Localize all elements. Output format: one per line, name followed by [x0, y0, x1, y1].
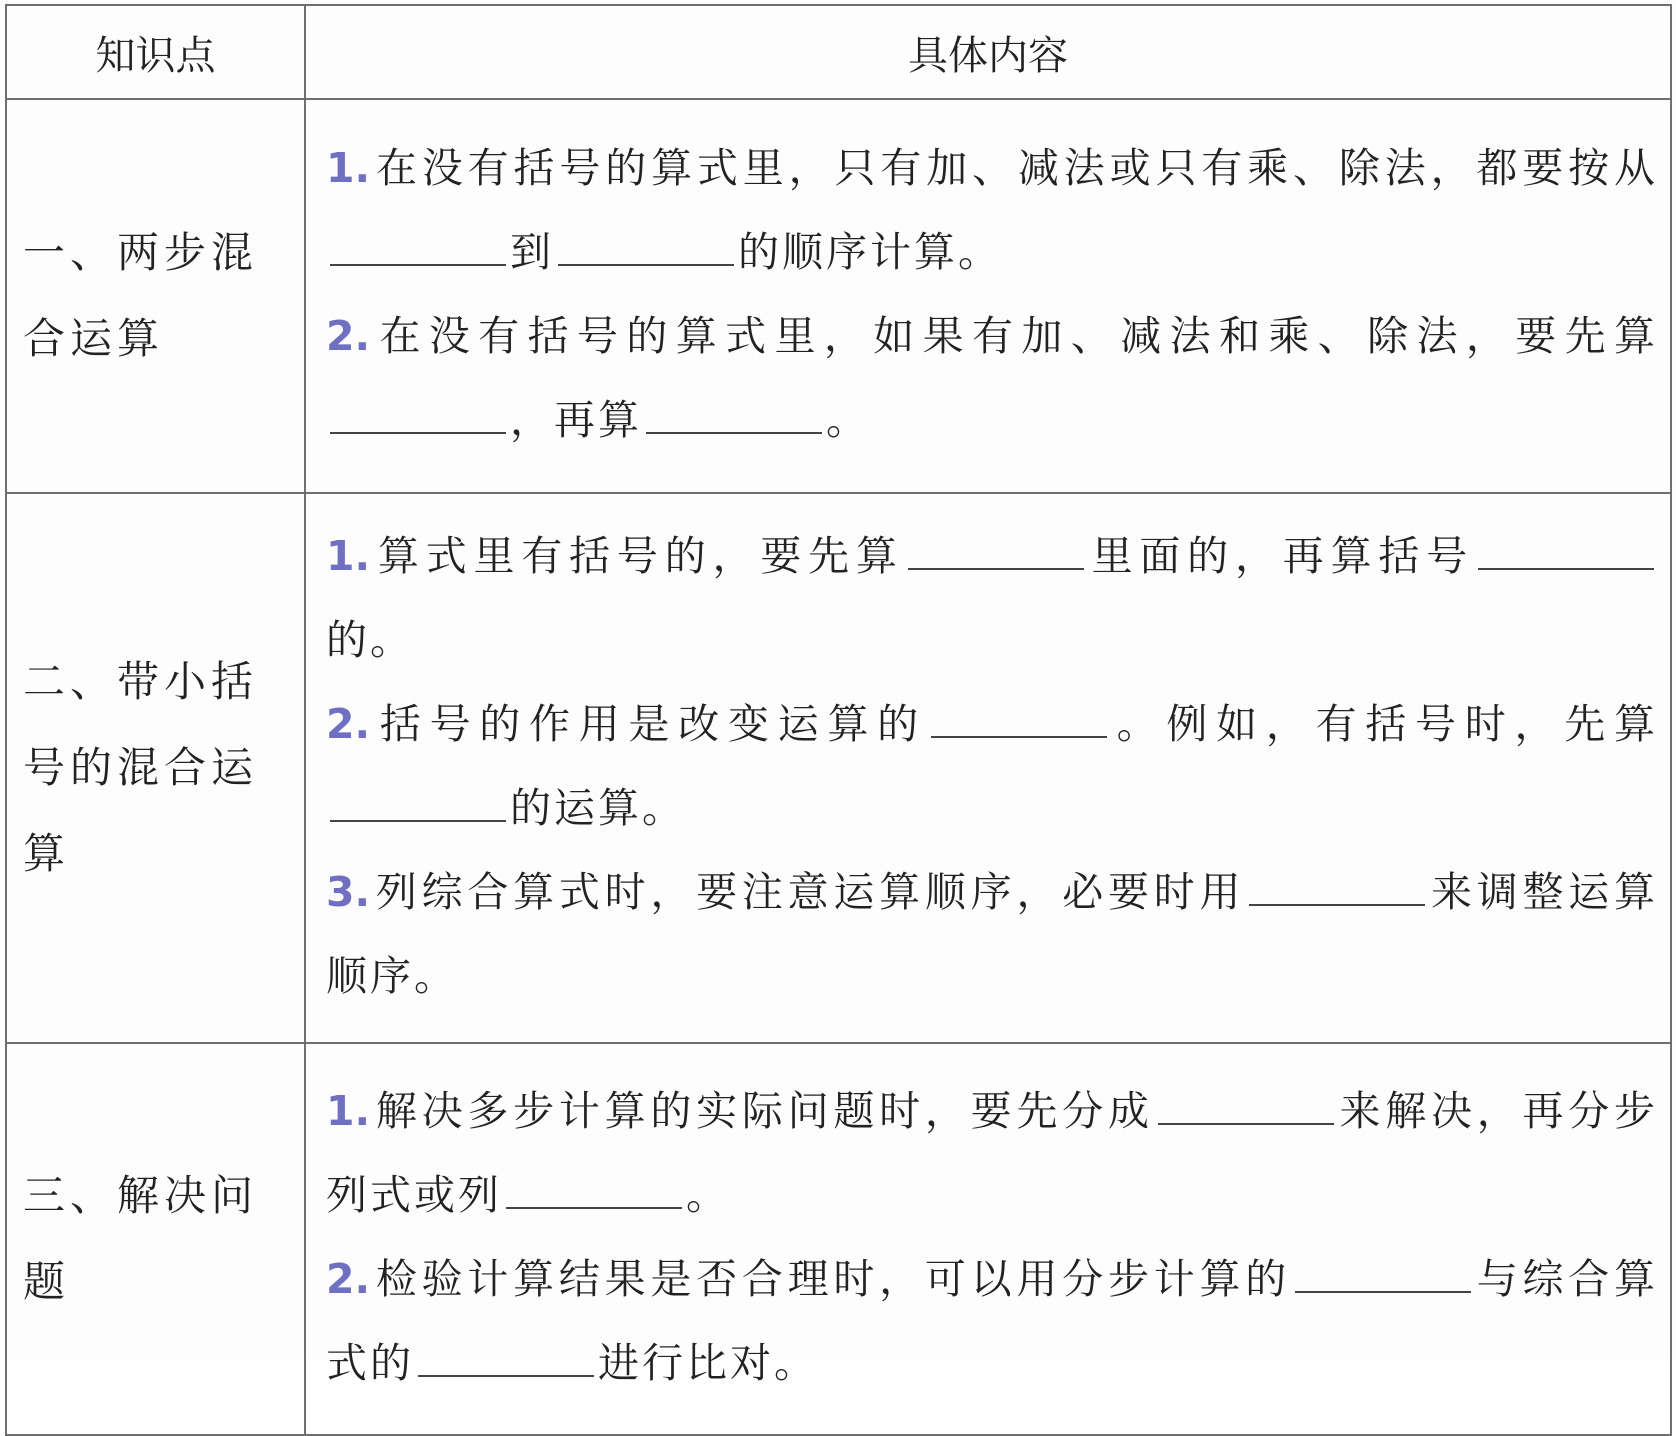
list-item: [326, 1069, 1658, 1237]
fill-blank[interactable]: [330, 392, 506, 434]
item-text: 里面的，再算括号: [1087, 532, 1475, 580]
item-text: 的。: [326, 616, 414, 664]
item-text: 。: [826, 396, 870, 444]
item-text: 在没有括号的算式里，只有加、减法或只有乘、除法，都要按从: [374, 144, 1658, 192]
fill-blank[interactable]: [931, 696, 1107, 738]
header-content: 具体内容: [305, 5, 1671, 99]
item-number: 2.: [326, 1255, 371, 1303]
item-text: 与综合算式的: [326, 1255, 1659, 1387]
item-text: 列综合算式时，要注意运算顺序，必要时用: [374, 868, 1246, 916]
topic-cell: 二、带小括号的混合运算: [6, 493, 305, 1043]
item-number: 1.: [326, 144, 371, 192]
fill-blank[interactable]: [1249, 864, 1425, 906]
item-text: ，再算: [510, 396, 642, 444]
item-text: 算式里有括号的，要先算: [374, 532, 904, 580]
item-text: 。例如，有括号时，先算: [1110, 700, 1658, 748]
topic-cell: 一、两步混合运算: [6, 99, 305, 493]
item-text: 的运算。: [510, 784, 686, 832]
fill-blank[interactable]: [646, 392, 822, 434]
fill-blank[interactable]: [330, 224, 506, 266]
item-number: 1.: [326, 1087, 371, 1135]
fill-blank[interactable]: [558, 224, 734, 266]
item-text: 的顺序计算。: [738, 228, 1002, 276]
fill-blank[interactable]: [1478, 528, 1654, 570]
content-cell: [305, 493, 1671, 1043]
item-text: 进行比对。: [598, 1339, 818, 1387]
header-topic: 知识点: [6, 5, 305, 99]
list-item: [326, 294, 1658, 462]
fill-blank[interactable]: [1158, 1083, 1334, 1125]
list-item: [326, 682, 1658, 850]
fill-blank[interactable]: [418, 1335, 594, 1377]
list-item: [326, 126, 1658, 294]
table-row: [6, 493, 1671, 1043]
item-text: 到: [510, 228, 554, 276]
knowledge-table: [5, 4, 1672, 1436]
item-text: 。: [686, 1171, 730, 1219]
item-text: 解决多步计算的实际问题时，要先分成: [374, 1087, 1154, 1135]
list-item: [326, 514, 1658, 682]
item-number: 2.: [326, 700, 371, 748]
fill-blank[interactable]: [506, 1167, 682, 1209]
content-cell: [305, 1043, 1671, 1435]
item-text: 来解决，再分步列式或列: [326, 1087, 1659, 1219]
list-item: [326, 850, 1658, 1018]
item-number: 1.: [326, 532, 371, 580]
fill-blank[interactable]: [330, 780, 506, 822]
table-row: [6, 99, 1671, 493]
item-text: 来调整运算顺序。: [326, 868, 1659, 1000]
header-row: [6, 5, 1671, 99]
fill-blank[interactable]: [908, 528, 1084, 570]
item-number: 3.: [326, 868, 371, 916]
item-text: 括号的作用是改变运算的: [374, 700, 927, 748]
item-number: 2.: [326, 312, 371, 360]
topic-cell: 三、解决问题: [6, 1043, 305, 1435]
table-row: [6, 1043, 1671, 1435]
item-text: 检验计算结果是否合理时，可以用分步计算的: [374, 1255, 1291, 1303]
item-text: 在没有括号的算式里，如果有加、减法和乘、除法，要先算: [374, 312, 1658, 360]
list-item: [326, 1237, 1658, 1405]
content-cell: [305, 99, 1671, 493]
fill-blank[interactable]: [1295, 1251, 1471, 1293]
